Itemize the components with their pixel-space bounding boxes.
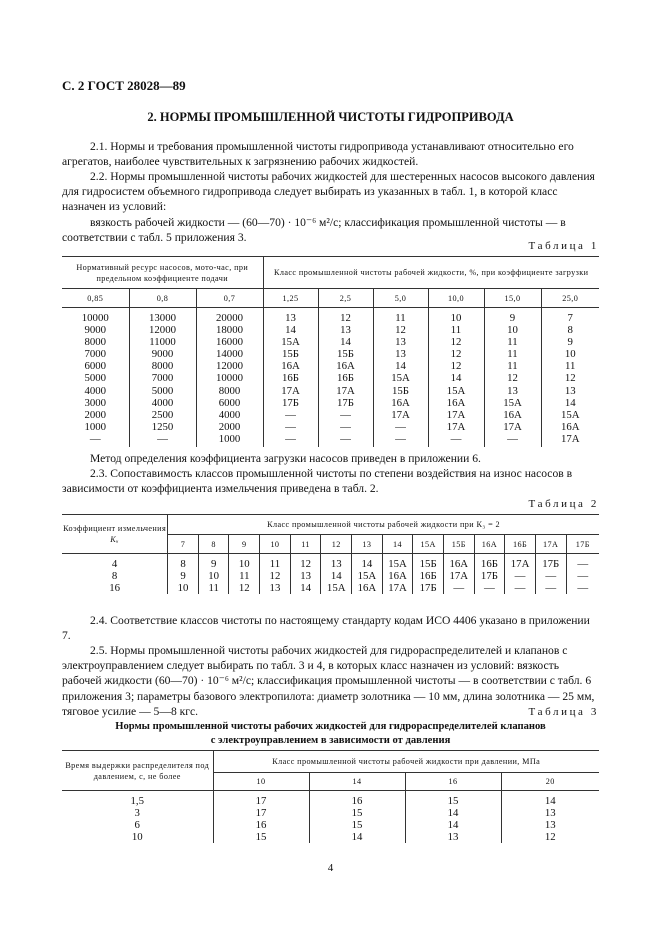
t1-col: 15,0 — [484, 289, 541, 308]
table-cell: 9 — [210, 558, 217, 570]
table-cell: 12 — [450, 348, 462, 361]
t2-col: 17Б — [566, 535, 599, 554]
table-cell: — — [395, 432, 406, 445]
table-2-column — [260, 554, 291, 595]
t2-col: 15А — [413, 535, 444, 554]
table-cell: 16А — [446, 396, 466, 409]
table-cell: 16Б — [480, 558, 498, 570]
table-cell: 8000 — [218, 384, 241, 397]
table-1-label: Таблица 1 — [528, 240, 599, 252]
section-title: 2. НОРМЫ ПРОМЫШЛЕННОЙ ЧИСТОТЫ ГИДРОПРИВОДА — [147, 110, 514, 124]
table-cell: 11 — [450, 324, 462, 337]
table-2-right-header: Класс промышленной чистоты рабочей жидкости при К₃ = 2 — [168, 515, 599, 535]
table-3-right-header: Класс промышленной чистоты рабочей жидкости при давлении, МПа — [213, 751, 599, 773]
table-cell: 15Б — [419, 558, 437, 570]
table-cell: 9 — [567, 336, 573, 349]
table-cell: 1250 — [151, 420, 174, 433]
table-cell: — — [577, 582, 589, 595]
table-cell: 16А — [391, 396, 410, 409]
paragraph-2-1: 2.1. Нормы и требования промышленной чистоты гидропривода устанавливают относительно его агрегатов, наиболее чувствительных к загрязнению рабочих жидкостей. — [62, 140, 574, 169]
table-cell: 13 — [447, 831, 459, 844]
table-cell: 4000 — [218, 408, 241, 421]
table-cell: 13000 — [149, 312, 176, 324]
table-cell: 17А — [281, 384, 300, 397]
table-cell: — — [514, 570, 526, 583]
table-cell: 11 — [507, 360, 518, 373]
table-cell: 14 — [330, 570, 342, 583]
table-cell: 2000 — [84, 408, 107, 421]
t1-col: 0,85 — [87, 293, 104, 303]
table-2-column — [443, 554, 474, 595]
table-cell: 17А — [560, 432, 580, 445]
table-cell: 11 — [239, 570, 250, 583]
table-cell: 17Б — [419, 582, 437, 595]
table-cell: 15 — [351, 807, 363, 820]
table-cell: 14000 — [216, 348, 243, 361]
table-cell: 5000 — [151, 384, 174, 397]
table-cell: 16 — [351, 795, 363, 807]
table-cell: 16Б — [419, 570, 437, 583]
table-cell: 16Б — [337, 372, 354, 385]
table-cell: 17А — [446, 420, 466, 433]
table-cell: 15А — [388, 558, 407, 570]
table-cell: 9000 — [151, 348, 174, 361]
table-cell: 9 — [180, 570, 186, 583]
table-cell: 10 — [208, 570, 220, 583]
table-cell: — — [507, 432, 518, 445]
table-cell: — — [285, 408, 296, 421]
table-cell: 15А — [357, 570, 377, 583]
table-2-body — [62, 554, 599, 595]
table-cell: 14 — [544, 795, 556, 807]
table-cell: 12 — [507, 372, 518, 385]
table-cell: 12 — [450, 336, 462, 349]
table-cell: 11 — [507, 348, 518, 361]
table-cell: 16А — [357, 582, 377, 595]
table-cell: 13 — [330, 558, 342, 570]
table-cell: 12 — [238, 582, 250, 595]
table-cell: 13 — [269, 582, 281, 595]
table-cell: 16000 — [216, 336, 243, 349]
table-cell: 11000 — [149, 336, 176, 349]
table-cell: 10 — [238, 558, 250, 570]
table-cell: 10000 — [81, 312, 109, 324]
table-cell: 8000 — [84, 336, 107, 349]
table-cell: 12 — [340, 312, 351, 324]
table-cell: 12 — [395, 324, 406, 337]
table-3-body — [62, 791, 599, 844]
table-2-left-header-text: Коэффициент измельчения — [63, 524, 167, 533]
table-cell: 17Б — [480, 570, 498, 583]
t3-col: 10 — [213, 773, 309, 791]
table-cell: 18000 — [216, 324, 243, 337]
table-2-column — [290, 554, 321, 595]
table-cell: 1000 — [84, 420, 107, 433]
table-cell: 14 — [395, 360, 406, 373]
table-cell: — — [484, 582, 495, 595]
table-cell: 4000 — [84, 384, 107, 397]
table-2-column — [382, 554, 413, 595]
table-cell: 16А — [281, 360, 300, 373]
table-cell: 1000 — [218, 432, 241, 445]
table-3-caption: Нормы промышленной чистоты рабочих жидкостей для гидрораспределителей клапанов с электроуправлением в зависимости от давления — [115, 721, 546, 746]
table-cell: 13 — [544, 807, 556, 820]
table-cell: 10 — [564, 348, 576, 361]
table-1-column — [484, 308, 541, 448]
table-cell: 11 — [565, 360, 576, 373]
t1-col: 0,8 — [129, 289, 196, 308]
table-cell: — — [545, 582, 557, 595]
table-cell: 13 — [340, 324, 351, 337]
t2-col: 14 — [382, 535, 413, 554]
table-cell: — — [450, 432, 462, 445]
table-cell: 17Б — [282, 396, 299, 409]
table-cell: 13 — [507, 384, 518, 397]
table-cell: 17А — [388, 582, 407, 595]
t2-col: 9 — [229, 535, 260, 554]
table-cell: 11 — [269, 558, 281, 570]
table-cell: — — [89, 432, 101, 445]
t2-col: 16Б — [505, 535, 536, 554]
table-1-column — [318, 308, 373, 448]
table-cell: 15А — [391, 372, 410, 385]
table-2-left-header — [62, 515, 168, 554]
t1-col: 25,0 — [541, 289, 599, 308]
table-1-column — [196, 308, 263, 448]
t2-col: 13 — [352, 535, 383, 554]
table-2-column — [168, 554, 199, 595]
table-1-body — [62, 308, 599, 448]
table-1-column — [62, 308, 129, 448]
table-cell: 11 — [395, 312, 406, 324]
table-cell: 15Б — [337, 348, 354, 361]
table-cell: 15А — [503, 396, 522, 409]
table-cell: 14 — [300, 582, 311, 595]
t2-col: 16А — [474, 535, 505, 554]
paragraph-2-3: 2.3. Сопоставимость классов промышленной чистоты по степени воздействия на износ насосов в зависимости от коэффициента измельчения приведена в табл. 2. — [62, 467, 573, 496]
table-3-column — [405, 791, 501, 844]
table-cell: 16А — [449, 558, 469, 570]
table-3-column — [213, 791, 309, 844]
table-cell: 10 — [507, 324, 518, 337]
table-cell: 15 — [351, 819, 363, 832]
table-cell: 7000 — [151, 372, 174, 385]
t3-col: 20 — [501, 773, 599, 791]
table-cell: — — [577, 570, 589, 583]
table-cell: 10000 — [216, 372, 243, 385]
table-cell: — — [453, 582, 465, 595]
table-2 — [62, 514, 599, 594]
table-2-column — [229, 554, 260, 595]
paragraph-2-2-conditions: вязкость рабочей жидкости — (60—70) · 10⁻⁶ м²/с; классификация промышленной чистоты — в соответствии с табл. 5 приложения 3. — [62, 216, 566, 245]
t2-col: 12 — [321, 535, 352, 554]
t1-col: 0,7 — [196, 289, 263, 308]
table-3-label: Таблица 3 — [528, 706, 599, 718]
table-cell: 17 — [255, 795, 267, 807]
table-cell: 17А — [449, 570, 469, 583]
table-3-column — [501, 791, 599, 844]
table-cell: 15А — [560, 408, 580, 421]
table-cell: — — [514, 582, 526, 595]
table-cell: 14 — [361, 558, 373, 570]
paragraph-2-2: 2.2. Нормы промышленной чистоты рабочих жидкостей для шестеренных насосов высокого давления для гидросистем объемного гидропривода следует выбирать из указанных в табл. 1, в которой класс назначен из условий: — [62, 170, 595, 214]
table-1-right-header: Класс промышленной чистоты рабочей жидкости, %, при коэффициенте загрузки — [263, 257, 599, 289]
table-cell: 15А — [446, 384, 466, 397]
table-cell: 14 — [447, 807, 459, 820]
table-cell: 5000 — [84, 372, 107, 385]
table-cell: 8000 — [151, 360, 174, 373]
t1-col: 5,0 — [373, 289, 428, 308]
t2-col: 8 — [198, 535, 229, 554]
table-cell: 15Б — [392, 384, 409, 397]
table-cell: 11 — [208, 582, 219, 595]
table-cell: 10 — [131, 831, 143, 844]
table-cell: 8 — [180, 558, 186, 570]
table-cell: 2000 — [218, 420, 241, 433]
table-cell: 12 — [450, 360, 462, 373]
table-cell: 13 — [544, 819, 556, 832]
table-cell: 15 — [255, 831, 267, 844]
t2-col: 10 — [260, 535, 291, 554]
table-cell: 16А — [503, 408, 522, 421]
table-2-column — [198, 554, 229, 595]
table-cell: 11 — [507, 336, 518, 349]
table-1-column — [373, 308, 428, 448]
table-2-column — [413, 554, 444, 595]
table-cell: 6000 — [218, 396, 241, 409]
table-cell: 14 — [285, 324, 296, 337]
table-cell: 17А — [503, 420, 522, 433]
table-cell: 16А — [560, 420, 580, 433]
table-cell: 12 — [269, 570, 281, 583]
paragraph-2-4: 2.4. Соответствие классов чистоты по настоящему стандарту кодам ИСО 4406 указано в приложении 7. — [62, 614, 590, 643]
t1-col: 1,25 — [263, 289, 318, 308]
table-cell: 13 — [285, 312, 296, 324]
table-cell: 12 — [300, 558, 311, 570]
t2-col: 15Б — [443, 535, 474, 554]
table-cell: 15Б — [282, 348, 299, 361]
table-cell: 1,5 — [130, 795, 144, 807]
table-2-k-column — [62, 554, 168, 595]
table-cell: — — [340, 408, 351, 421]
table-cell: 14 — [340, 336, 351, 349]
table-cell: 13 — [300, 570, 311, 583]
table-cell: 15А — [281, 336, 300, 349]
t3-col: 16 — [405, 773, 501, 791]
t2-col: 11 — [290, 535, 321, 554]
page-header: С. 2 ГОСТ 28028—89 — [62, 78, 186, 93]
t2-col: 7 — [168, 535, 199, 554]
table-cell: 7 — [567, 312, 573, 324]
table-cell: 17 — [255, 807, 267, 820]
table-cell: 17Б — [337, 396, 354, 409]
table-3-column — [62, 791, 213, 844]
table-cell: 16А — [388, 570, 407, 583]
table-cell: 17А — [510, 558, 530, 570]
table-cell: 17А — [391, 408, 410, 421]
table-cell: — — [395, 420, 406, 433]
table-1-column — [428, 308, 484, 448]
table-2-column — [352, 554, 383, 595]
table-cell: 12 — [564, 372, 576, 385]
table-cell: 3000 — [84, 396, 107, 409]
table-cell: — — [577, 558, 589, 570]
table-cell: 9000 — [84, 324, 107, 337]
table-cell: 8 — [567, 324, 573, 337]
table-cell: — — [285, 420, 296, 433]
table-cell: 16А — [336, 360, 355, 373]
table-cell: 7000 — [84, 348, 107, 361]
table-1-column — [129, 308, 196, 448]
table-cell: — — [340, 420, 351, 433]
t2-col: 17А — [535, 535, 566, 554]
table-2-column — [321, 554, 352, 595]
table-cell: — — [157, 432, 168, 445]
k-symbol: Кᵤ — [110, 535, 119, 544]
table-1-left-header: Нормативный ресурс насосов, мото-час, при предельном коэффициенте подачи — [62, 257, 263, 289]
table-2-column — [535, 554, 566, 595]
table-cell: 13 — [395, 336, 406, 349]
table-cell: 16Б — [282, 372, 299, 385]
table-cell: 14 — [450, 372, 462, 385]
table-1-column — [263, 308, 318, 448]
table-cell: 6 — [134, 819, 140, 832]
page-number: 4 — [327, 862, 334, 874]
table-cell: 14 — [447, 819, 459, 832]
table-2-column — [505, 554, 536, 595]
table-3 — [62, 750, 599, 843]
paragraph-2-5: 2.5. Нормы промышленной чистоты рабочих жидкостей для гидрораспределителей и клапанов с электроуправлением следует выбирать по табл. 3 и 4, в которых класс назначен из условий: вязкость рабочей жидкости (60—70) · 10⁻⁶ м²/с; классификация промышленной чистоты — в соответствии с табл. 6 приложения 3; параметры базового электропилота: диаметр золотника — 10 мм, длина золотника — 25 мм, тяговое усилие — 5—8 кгс. — [62, 644, 595, 718]
table-cell: 12000 — [216, 360, 243, 373]
t1-col: 10,0 — [428, 289, 484, 308]
table-cell: — — [545, 570, 557, 583]
table-cell: 4000 — [151, 396, 174, 409]
table-cell: 14 — [351, 831, 363, 844]
table-cell: 15А — [326, 582, 346, 595]
table-1 — [62, 256, 599, 447]
table-cell: 20000 — [216, 312, 243, 324]
table-1-column — [541, 308, 599, 448]
table-cell: 12 — [544, 831, 556, 844]
table-cell: 4 — [111, 558, 118, 570]
table-cell: 12000 — [149, 324, 176, 337]
t3-col: 14 — [309, 773, 405, 791]
table-cell: 17А — [446, 408, 466, 421]
table-2-label: Таблица 2 — [528, 498, 599, 510]
table-cell: 10 — [450, 312, 462, 324]
table-cell: 16 — [109, 582, 120, 595]
table-cell: 16 — [255, 819, 267, 832]
table-cell: 14 — [564, 396, 576, 409]
table-cell: 10 — [177, 582, 189, 595]
table-cell: 17Б — [542, 558, 560, 570]
table-3-column — [309, 791, 405, 844]
table-cell: 13 — [564, 384, 576, 397]
table-cell: 3 — [134, 807, 140, 820]
table-cell: — — [285, 432, 296, 445]
table-cell: 2500 — [151, 408, 174, 421]
table-cell: 15 — [447, 795, 459, 807]
table-3-left-header: Время выдержки распределителя под давлением, с, не более — [62, 751, 213, 791]
table-cell: 8 — [111, 570, 118, 583]
paragraph-method: Метод определения коэффициента загрузки насосов приведен в приложении 6. — [90, 452, 481, 465]
table-cell: 9 — [509, 312, 516, 324]
table-cell: 13 — [395, 348, 406, 361]
table-2-column — [474, 554, 505, 595]
table-cell: — — [340, 432, 351, 445]
table-cell: 17А — [336, 384, 355, 397]
table-2-column — [566, 554, 599, 595]
t1-col: 2,5 — [318, 289, 373, 308]
table-cell: 6000 — [84, 360, 107, 373]
